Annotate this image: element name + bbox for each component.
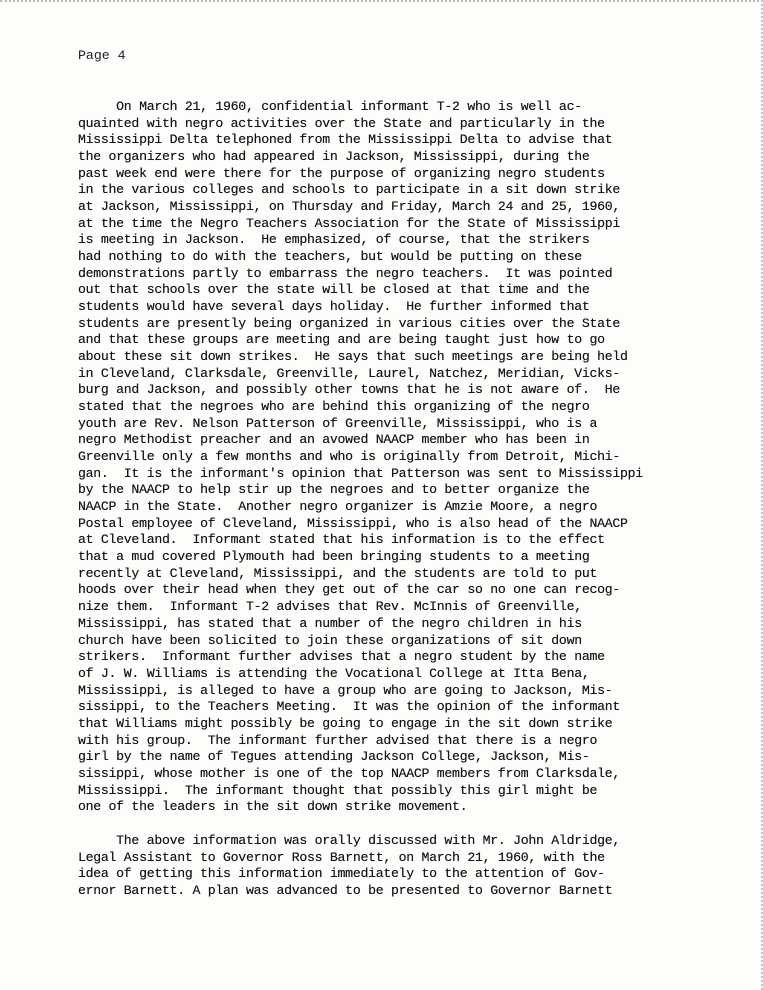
text-line: is meeting in Jackson. He emphasized, of course, that the strikers — [78, 232, 590, 248]
text-line: past week end were there for the purpose of organizing negro students — [78, 165, 605, 181]
text-line: recently at Cleveland, Mississippi, and the students are told to put — [78, 565, 598, 581]
text-line: of J. W. Williams is attending the Vocational College at Itta Bena, — [78, 665, 590, 681]
text-line: at Jackson, Mississippi, on Thursday and Friday, March 24 and 25, 1960, — [78, 199, 620, 215]
paragraph-aldridge-discussion — [78, 833, 620, 900]
text-line: sissippi, whose mother is one of the top NAACP members from Clarksdale, — [78, 765, 620, 781]
text-line: one of the leaders in the sit down strike movement. — [78, 799, 468, 815]
text-line: strikers. Informant further advises that a negro student by the name — [78, 649, 605, 665]
text-line: The above information was orally discussed with Mr. John Aldridge, — [78, 833, 620, 848]
text-line: Mississippi, is alleged to have a group who are going to Jackson, Mis- — [78, 682, 613, 698]
text-line: sissippi, to the Teachers Meeting. It was the opinion of the informant — [78, 699, 620, 715]
text-line: at the time the Negro Teachers Association for the State of Mississippi — [78, 215, 620, 231]
text-line: students would have several days holiday. He further informed that — [78, 299, 590, 315]
text-line: Greenville only a few months and who is originally from Detroit, Michi- — [78, 449, 620, 465]
text-line: Mississippi Delta telephoned from the Mississippi Delta to advise that — [78, 132, 613, 148]
text-line: NAACP in the State. Another negro organizer is Amzie Moore, a negro — [78, 499, 598, 515]
text-line: out that schools over the state will be closed at that time and the — [78, 282, 590, 298]
paragraph-informant-report — [78, 99, 643, 816]
text-line: nize them. Informant T-2 advises that Rev. McInnis of Greenville, — [78, 599, 582, 615]
text-line: demonstrations partly to embarrass the negro teachers. It was pointed — [78, 265, 613, 281]
text-line: by the NAACP to help stir up the negroes and to better organize the — [78, 482, 590, 498]
text-line: students are presently being organized in various cities over the State — [78, 315, 620, 331]
text-line: Mississippi. The informant thought that possibly this girl might be — [78, 782, 598, 798]
text-line: the organizers who had appeared in Jackson, Mississippi, during the — [78, 149, 590, 165]
text-line: that Williams might possibly be going to engage in the sit down strike — [78, 715, 613, 731]
text-line: Legal Assistant to Governor Ross Barnett, on March 21, 1960, with the — [78, 849, 605, 865]
text-line: girl by the name of Tegues attending Jackson College, Jackson, Mis- — [78, 749, 590, 765]
text-line: church have been solicited to join these organizations of sit down — [78, 632, 582, 648]
text-line: in Cleveland, Clarksdale, Greenville, Laurel, Natchez, Meridian, Vicks- — [78, 365, 620, 381]
text-line: had nothing to do with the teachers, but would be putting on these — [78, 249, 582, 265]
text-line: about these sit down strikes. He says that such meetings are being held — [78, 349, 628, 365]
text-line: and that these groups are meeting and are being taught just how to go — [78, 332, 605, 348]
text-line: ernor Barnett. A plan was advanced to be presented to Governor Barnett — [78, 883, 613, 899]
text-line: at Cleveland. Informant stated that his information is to the effect — [78, 532, 605, 548]
text-line: hoods over their head when they get out of the car so no one can recog- — [78, 582, 620, 598]
text-line: burg and Jackson, and possibly other towns that he is not aware of. He — [78, 382, 620, 398]
right-edge-border — [758, 0, 763, 990]
top-edge-border — [0, 0, 763, 6]
text-line: in the various colleges and schools to participate in a sit down strike — [78, 182, 620, 198]
text-line: youth are Rev. Nelson Patterson of Greenville, Mississippi, who is a — [78, 415, 598, 431]
text-line: Postal employee of Cleveland, Mississippi, who is also head of the NAACP — [78, 515, 628, 531]
text-line: Mississippi, has stated that a number of the negro children in his — [78, 615, 582, 631]
text-line: stated that the negroes who are behind this organizing of the negro — [78, 399, 590, 415]
page-number: Page 4 — [78, 48, 126, 63]
text-line: quainted with negro activities over the State and particularly in the — [78, 115, 605, 131]
text-line: with his group. The informant further advised that there is a negro — [78, 732, 598, 748]
text-line: On March 21, 1960, confidential informant T-2 who is well ac- — [78, 99, 582, 114]
text-line: idea of getting this information immediately to the attention of Gov- — [78, 866, 605, 882]
text-line: gan. It is the informant's opinion that Patterson was sent to Mississippi — [78, 465, 643, 481]
text-line: negro Methodist preacher and an avowed NAACP member who has been in — [78, 432, 590, 448]
text-line: that a mud covered Plymouth had been bringing students to a meeting — [78, 549, 590, 565]
